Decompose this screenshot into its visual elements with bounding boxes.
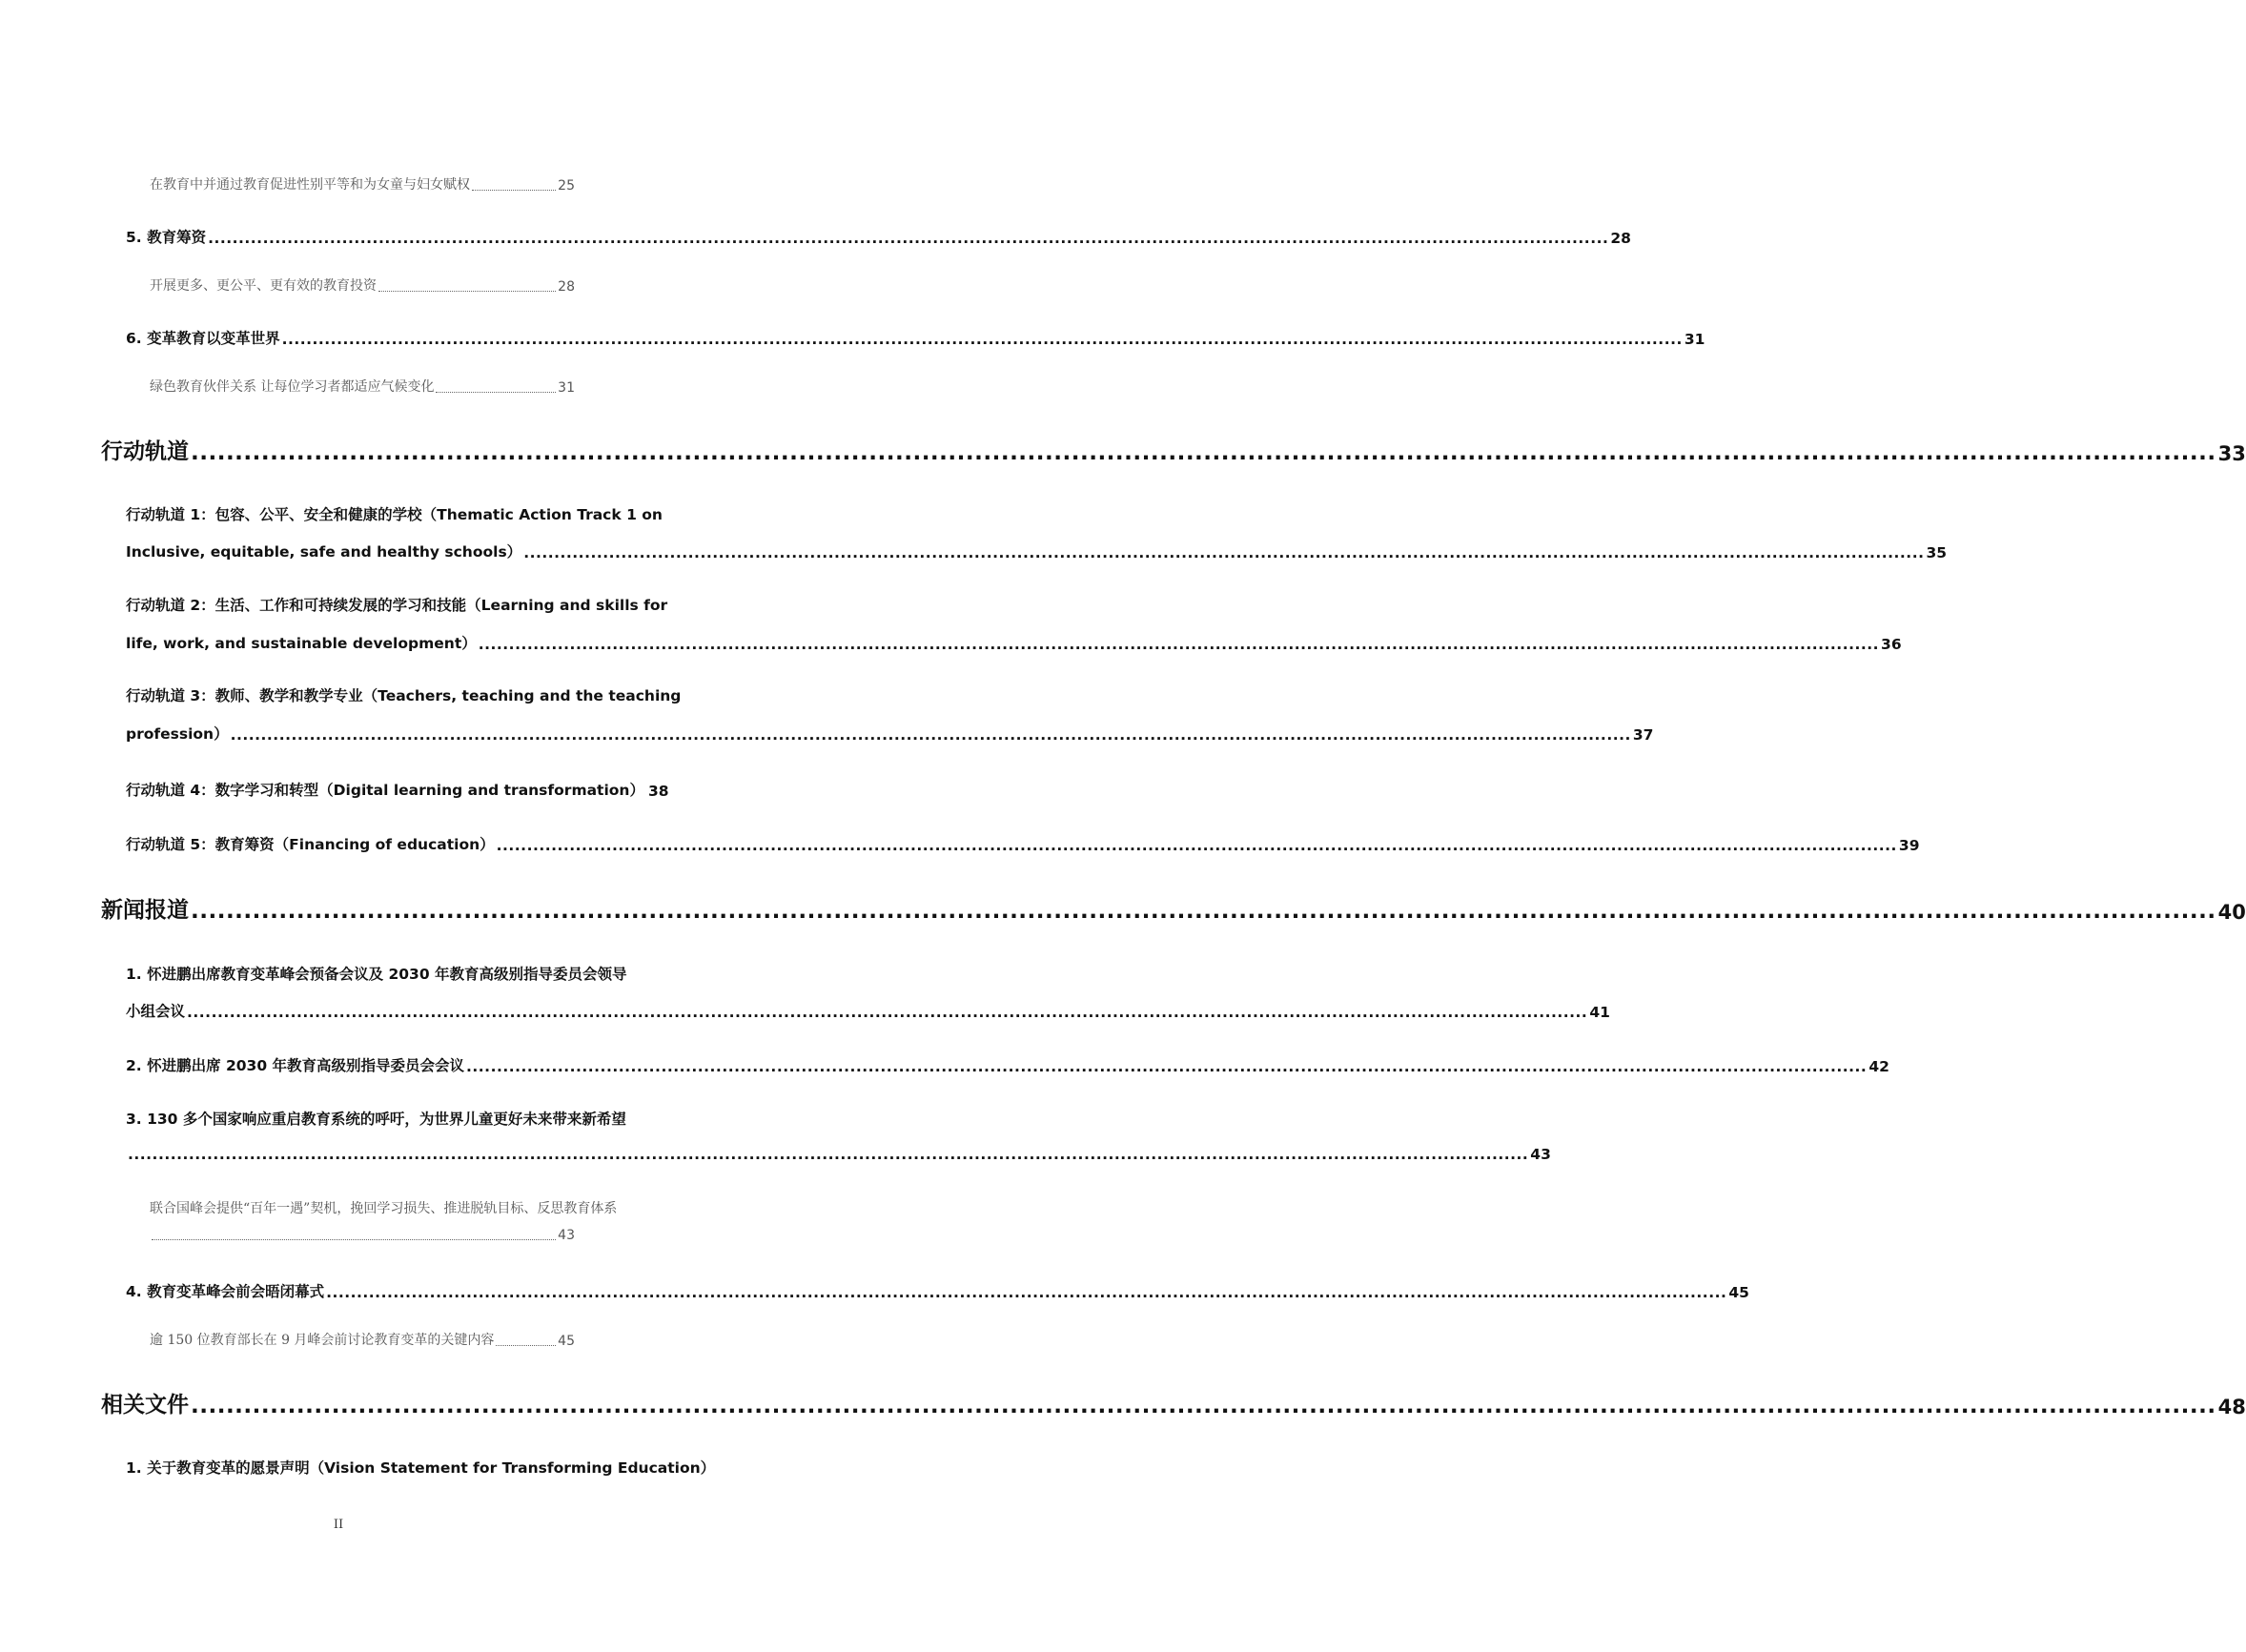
toc-entry-news-3-line1[interactable]: 3. 130 多个国家响应重启教育系统的呼吁，为世界儿童更好未来带来新希望 — [126, 1111, 626, 1128]
toc-entry-news-3[interactable] — [126, 1146, 1551, 1163]
page-number: II — [333, 1518, 344, 1532]
toc-chapter-related-documents[interactable] — [101, 1387, 2246, 1418]
toc-page-number: 28 — [558, 279, 575, 295]
toc-entry-news-2[interactable] — [126, 1054, 1889, 1075]
toc-page-number: 45 — [558, 1334, 575, 1349]
toc-leader-dots — [523, 544, 1924, 561]
toc-page-number: 37 — [1632, 726, 1654, 744]
toc-entry-title: 逾 150 位教育部长在 9 月峰会前讨论教育变革的关键内容 — [150, 1333, 495, 1348]
toc-chapter-news[interactable] — [101, 892, 2246, 924]
toc-leader-dots — [231, 726, 1631, 744]
toc-leader-dots — [187, 1004, 1587, 1021]
toc-leader-dots — [497, 837, 1897, 854]
toc-page-number: 25 — [558, 178, 575, 194]
toc-leader-dots — [479, 636, 1879, 653]
toc-entry-action-track-5[interactable] — [126, 833, 1920, 854]
toc-entry-title: Inclusive, equitable, safe and healthy schools） — [126, 543, 522, 561]
toc-entry-action-track-2-line1[interactable]: 行动轨道 2：生活、工作和可持续发展的学习和技能（Learning and skills for — [126, 597, 668, 614]
toc-page-number: 31 — [1684, 331, 1705, 348]
toc-page-number: 33 — [2217, 442, 2246, 465]
toc-entry-action-track-3[interactable] — [126, 723, 1654, 744]
toc-entry-transform-world[interactable] — [126, 327, 1705, 348]
toc-page-number: 28 — [1610, 230, 1631, 247]
toc-entry-title: 4. 教育变革峰会前会晤闭幕式 — [126, 1283, 325, 1300]
toc-entry-title: profession） — [126, 725, 229, 743]
toc-entry-investment[interactable] — [150, 275, 575, 295]
toc-entry-ministers[interactable] — [150, 1330, 575, 1349]
toc-leader-dots — [208, 230, 1608, 247]
toc-entry-title: life, work, and sustainable development） — [126, 635, 477, 652]
toc-page-number: 39 — [1898, 837, 1920, 854]
toc-page-number: 38 — [647, 783, 669, 800]
toc-page-number: 36 — [1881, 636, 1902, 653]
toc-page-number: 43 — [558, 1228, 575, 1243]
toc-page-number: 42 — [1868, 1058, 1889, 1075]
toc-entry-news-1-line1[interactable]: 1. 怀进鹏出席教育变革峰会预备会议及 2030 年教育高级别指导委员会领导 — [126, 966, 627, 983]
toc-entry-gender-equality[interactable] — [150, 174, 575, 194]
toc-entry-action-track-1[interactable] — [126, 540, 1948, 561]
toc-entry-title: 相关文件 — [101, 1393, 189, 1417]
toc-entry-title: 2. 怀进鹏出席 2030 年教育高级别指导委员会会议 — [126, 1057, 465, 1074]
toc-leader-dots — [496, 1345, 556, 1346]
toc-entry-un-summit-line1[interactable]: 联合国峰会提供“百年一遇”契机，挽回学习损失、推进脱轨目标、反思教育体系 — [150, 1201, 618, 1216]
toc-entry-title: 行动轨道 5：教育筹资（Financing of education） — [126, 836, 495, 853]
toc-leader-dots — [326, 1284, 1726, 1301]
toc-entry-title: 小组会议 — [126, 1003, 186, 1020]
toc-entry-title: 在教育中并通过教育促进性别平等和为女童与妇女赋权 — [150, 177, 470, 193]
toc-leader-dots — [466, 1058, 1867, 1075]
toc-leader-dots — [152, 1239, 556, 1240]
toc-entry-un-summit[interactable] — [150, 1228, 575, 1243]
toc-entry-title: 绿色教育伙伴关系 让每位学习者都适应气候变化 — [150, 379, 435, 395]
toc-entry-action-track-1-line1[interactable]: 行动轨道 1：包容、公平、安全和健康的学校（Thematic Action Track 1 on — [126, 506, 663, 523]
toc-page-number: 31 — [558, 380, 575, 396]
toc-entry-title: 行动轨道 — [101, 439, 189, 464]
toc-page-number: 45 — [1728, 1284, 1749, 1301]
toc-chapter-action-tracks[interactable] — [101, 434, 2246, 465]
toc-leader-dots — [282, 331, 1683, 348]
toc-leader-dots — [378, 291, 556, 292]
toc-page-number: 41 — [1589, 1004, 1610, 1021]
toc-page-number: 35 — [1926, 544, 1948, 561]
toc-leader-dots — [128, 1146, 1528, 1163]
toc-entry-action-track-3-line1[interactable]: 行动轨道 3：教师、教学和教学专业（Teachers, teaching and the teaching — [126, 687, 682, 704]
toc-entry-title: 开展更多、更公平、更有效的教育投资 — [150, 278, 377, 294]
toc-entry-action-track-2[interactable] — [126, 632, 1902, 653]
toc-leader-dots — [436, 392, 556, 393]
toc-leader-dots — [191, 1394, 2216, 1418]
toc-entry-action-track-4[interactable] — [126, 779, 669, 800]
toc-leader-dots — [191, 440, 2216, 465]
toc-entry-title: 5. 教育筹资 — [126, 229, 207, 246]
toc-entry-vision-statement[interactable]: 1. 关于教育变革的愿景声明（Vision Statement for Transforming Education） — [126, 1459, 716, 1477]
toc-entry-news-1[interactable] — [126, 1000, 1610, 1021]
toc-entry-education-financing[interactable] — [126, 226, 1631, 247]
toc-entry-title: 新闻报道 — [101, 898, 189, 923]
toc-page-number: 43 — [1530, 1146, 1551, 1163]
toc-page-number: 48 — [2217, 1396, 2246, 1418]
toc-leader-dots — [191, 899, 2216, 924]
toc-entry-title: 行动轨道 4：数字学习和转型（Digital learning and transformation） — [126, 782, 644, 799]
toc-entry-green-education[interactable] — [150, 377, 575, 396]
toc-leader-dots — [472, 190, 556, 191]
toc-page-number: 40 — [2217, 901, 2246, 924]
toc-entry-title: 6. 变革教育以变革世界 — [126, 330, 280, 347]
toc-entry-news-4[interactable] — [126, 1280, 1749, 1301]
